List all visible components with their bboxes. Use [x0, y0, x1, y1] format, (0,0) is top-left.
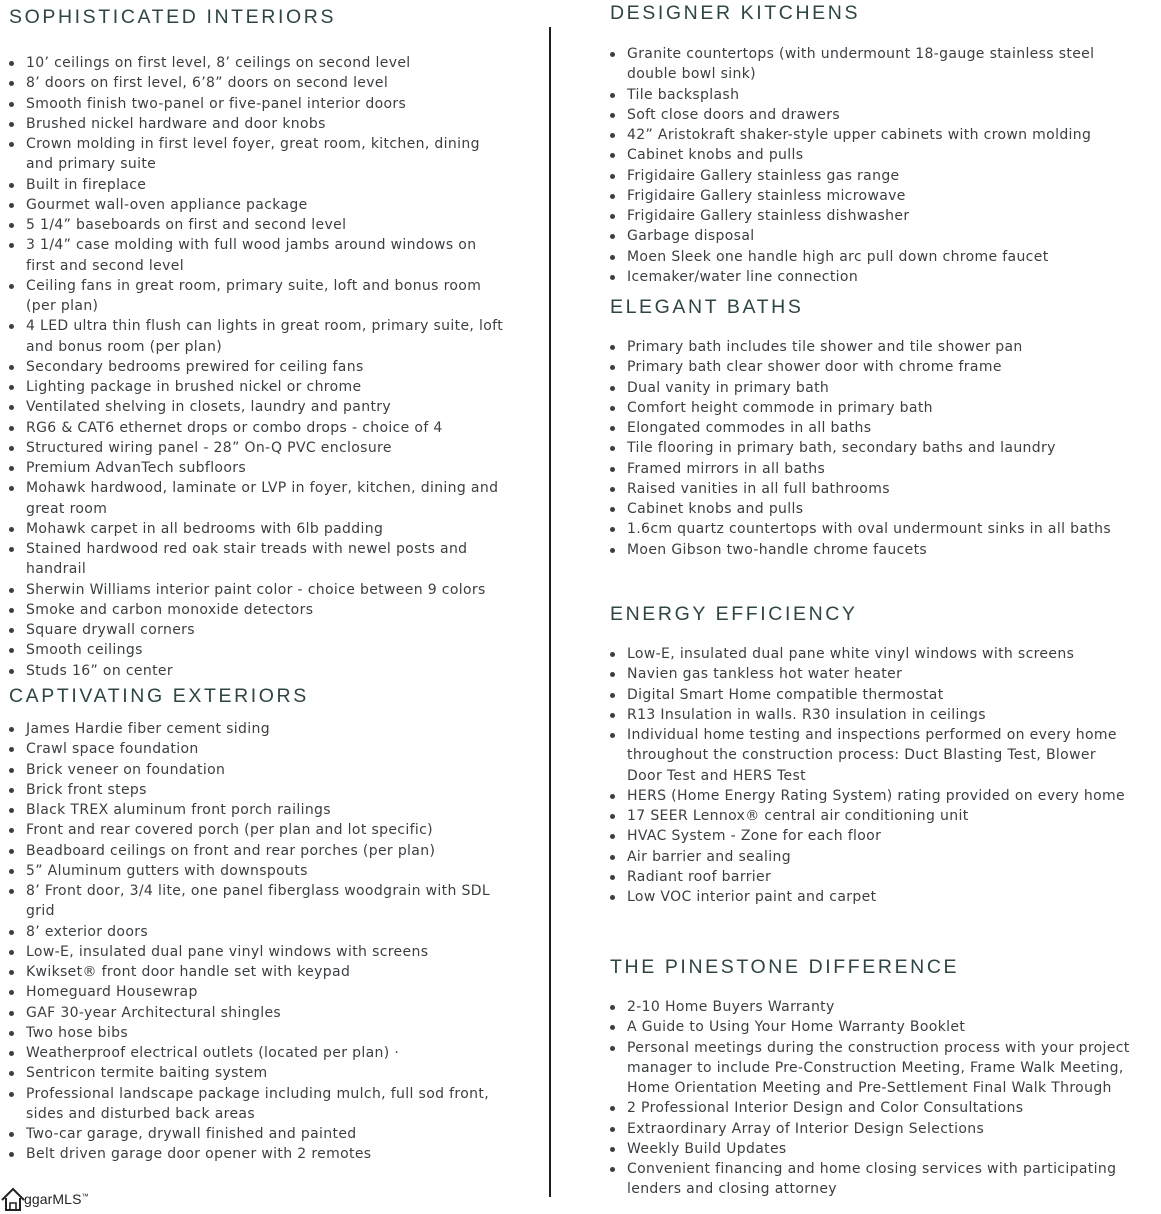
list-item: Mohawk hardwood, laminate or LVP in foyer, kitchen, dining and great room	[9, 478, 509, 519]
section-title-elegant-baths: ELEGANT BATHS	[610, 296, 804, 318]
section-title-pinestone-difference: THE PINESTONE DIFFERENCE	[610, 956, 960, 978]
list-item: James Hardie fiber cement siding	[9, 719, 509, 739]
list-item: Weekly Build Updates	[610, 1139, 1130, 1159]
list-item: Lighting package in brushed nickel or chrome	[9, 377, 509, 397]
list-item: Premium AdvanTech subfloors	[9, 458, 509, 478]
list-item: 2 Professional Interior Design and Color Consultations	[610, 1098, 1130, 1118]
interiors-feature-list	[9, 53, 509, 681]
list-item: RG6 & CAT6 ethernet drops or combo drops - choice of 4	[9, 418, 509, 438]
list-item: Smoke and carbon monoxide detectors	[9, 600, 509, 620]
list-item: 3 1/4” case molding with full wood jambs around windows on first and second level	[9, 235, 509, 276]
list-item: Comfort height commode in primary bath	[610, 398, 1130, 418]
list-item: Brick front steps	[9, 780, 509, 800]
list-item: 4 LED ultra thin flush can lights in great room, primary suite, loft and bonus room (per plan)	[9, 316, 509, 357]
list-item: Icemaker/water line connection	[610, 267, 1130, 287]
list-item: Secondary bedrooms prewired for ceiling fans	[9, 357, 509, 377]
list-item: Two hose bibs	[9, 1023, 509, 1043]
list-item: Black TREX aluminum front porch railings	[9, 800, 509, 820]
list-item: 17 SEER Lennox® central air conditioning unit	[610, 806, 1130, 826]
list-item: Built in fireplace	[9, 175, 509, 195]
trademark-mark: ™	[81, 1193, 89, 1201]
list-item: 10’ ceilings on first level, 8’ ceilings on second level	[9, 53, 509, 73]
list-item: Two-car garage, drywall finished and painted	[9, 1124, 509, 1144]
section-title-energy-efficiency: ENERGY EFFICIENCY	[610, 603, 858, 625]
list-item: Extraordinary Array of Interior Design Selections	[610, 1119, 1130, 1139]
list-item: Dual vanity in primary bath	[610, 378, 1130, 398]
list-item: Mohawk carpet in all bedrooms with 6lb padding	[9, 519, 509, 539]
list-item: Air barrier and sealing	[610, 847, 1130, 867]
list-item: Structured wiring panel - 28” On-Q PVC enclosure	[9, 438, 509, 458]
list-item: Front and rear covered porch (per plan and lot specific)	[9, 820, 509, 840]
list-item: 1.6cm quartz countertops with oval undermount sinks in all baths	[610, 519, 1130, 539]
list-item: Primary bath includes tile shower and tile shower pan	[610, 337, 1130, 357]
list-item: R13 Insulation in walls. R30 insulation in ceilings	[610, 705, 1130, 725]
list-item: Homeguard Housewrap	[9, 982, 509, 1002]
list-item: Professional landscape package including mulch, full sod front, sides and disturbed back areas	[9, 1084, 509, 1125]
list-item: Elongated commodes in all baths	[610, 418, 1130, 438]
list-item: Granite countertops (with undermount 18-gauge stainless steel double bowl sink)	[610, 44, 1130, 85]
house-icon	[0, 1186, 26, 1212]
list-item: Ventilated shelving in closets, laundry and pantry	[9, 397, 509, 417]
list-item: 8’ exterior doors	[9, 922, 509, 942]
list-item: 8’ doors on first level, 6’8” doors on second level	[9, 73, 509, 93]
list-item: Tile flooring in primary bath, secondary baths and laundry	[610, 438, 1130, 458]
list-item: Frigidaire Gallery stainless microwave	[610, 186, 1130, 206]
list-item: Brick veneer on foundation	[9, 760, 509, 780]
list-item: 2-10 Home Buyers Warranty	[610, 997, 1130, 1017]
list-item: Tile backsplash	[610, 85, 1130, 105]
list-item: Personal meetings during the construction process with your project manager to include Pre-Construction Meeting, Frame Walk Meeting, Home Orientation Meeting and Pre-Settlement Final Walk Through	[610, 1038, 1130, 1099]
list-item: Raised vanities in all full bathrooms	[610, 479, 1130, 499]
list-item: Low VOC interior paint and carpet	[610, 887, 1130, 907]
list-item: Moen Sleek one handle high arc pull down chrome faucet	[610, 247, 1130, 267]
list-item: Smooth finish two-panel or five-panel interior doors	[9, 94, 509, 114]
list-item: Convenient financing and home closing services with participating lenders and closing attorney	[610, 1159, 1130, 1200]
list-item: Beadboard ceilings on front and rear porches (per plan)	[9, 841, 509, 861]
kitchens-feature-list	[610, 44, 1130, 287]
list-item: Sherwin Williams interior paint color - choice between 9 colors	[9, 580, 509, 600]
list-item: Crown molding in first level foyer, great room, kitchen, dining and primary suite	[9, 134, 509, 175]
list-item: 42” Aristokraft shaker-style upper cabinets with crown molding	[610, 125, 1130, 145]
list-item: 5 1/4” baseboards on first and second level	[9, 215, 509, 235]
list-item: 8’ Front door, 3/4 lite, one panel fiberglass woodgrain with SDL grid	[9, 881, 509, 922]
logo-wordmark: ggarMLS	[24, 1191, 82, 1207]
list-item: Studs 16” on center	[9, 661, 509, 681]
list-item: Radiant roof barrier	[610, 867, 1130, 887]
list-item: Crawl space foundation	[9, 739, 509, 759]
list-item: 5” Aluminum gutters with downspouts	[9, 861, 509, 881]
list-item: Brushed nickel hardware and door knobs	[9, 114, 509, 134]
list-item: Digital Smart Home compatible thermostat	[610, 685, 1130, 705]
list-item: Cabinet knobs and pulls	[610, 145, 1130, 165]
energy-feature-list	[610, 644, 1130, 907]
list-item: Navien gas tankless hot water heater	[610, 664, 1130, 684]
mls-logo	[0, 1184, 89, 1214]
section-title-designer-kitchens: DESIGNER KITCHENS	[610, 2, 861, 24]
list-item: Cabinet knobs and pulls	[610, 499, 1130, 519]
list-item: Low-E, insulated dual pane white vinyl windows with screens	[610, 644, 1130, 664]
list-item: Sentricon termite baiting system	[9, 1063, 509, 1083]
exteriors-feature-list	[9, 719, 509, 1165]
list-item: HVAC System - Zone for each floor	[610, 826, 1130, 846]
list-item: Low-E, insulated dual pane vinyl windows with screens	[9, 942, 509, 962]
list-item: Framed mirrors in all baths	[610, 459, 1130, 479]
list-item: Frigidaire Gallery stainless gas range	[610, 166, 1130, 186]
list-item: Smooth ceilings	[9, 640, 509, 660]
list-item: A Guide to Using Your Home Warranty Booklet	[610, 1017, 1130, 1037]
column-divider	[549, 27, 551, 1197]
list-item: Weatherproof electrical outlets (located per plan) ·	[9, 1043, 509, 1063]
list-item: Individual home testing and inspections performed on every home throughout the construction process: Duct Blasting Test, Blower Door Test and HERS Test	[610, 725, 1130, 786]
list-item: Soft close doors and drawers	[610, 105, 1130, 125]
list-item: GAF 30-year Architectural shingles	[9, 1003, 509, 1023]
list-item: Primary bath clear shower door with chrome frame	[610, 357, 1130, 377]
list-item: Frigidaire Gallery stainless dishwasher	[610, 206, 1130, 226]
list-item: Ceiling fans in great room, primary suite, loft and bonus room (per plan)	[9, 276, 509, 317]
list-item: Stained hardwood red oak stair treads with newel posts and handrail	[9, 539, 509, 580]
list-item: Garbage disposal	[610, 226, 1130, 246]
section-title-sophisticated-interiors: SOPHISTICATED INTERIORS	[9, 6, 337, 28]
list-item: Belt driven garage door opener with 2 remotes	[9, 1144, 509, 1164]
list-item: Gourmet wall-oven appliance package	[9, 195, 509, 215]
list-item: HERS (Home Energy Rating System) rating provided on every home	[610, 786, 1130, 806]
difference-feature-list	[610, 997, 1130, 1200]
section-title-captivating-exteriors: CAPTIVATING EXTERIORS	[9, 685, 309, 707]
list-item: Square drywall corners	[9, 620, 509, 640]
list-item: Kwikset® front door handle set with keypad	[9, 962, 509, 982]
mls-logo-text	[24, 1191, 89, 1207]
list-item: Moen Gibson two-handle chrome faucets	[610, 540, 1130, 560]
baths-feature-list	[610, 337, 1130, 560]
